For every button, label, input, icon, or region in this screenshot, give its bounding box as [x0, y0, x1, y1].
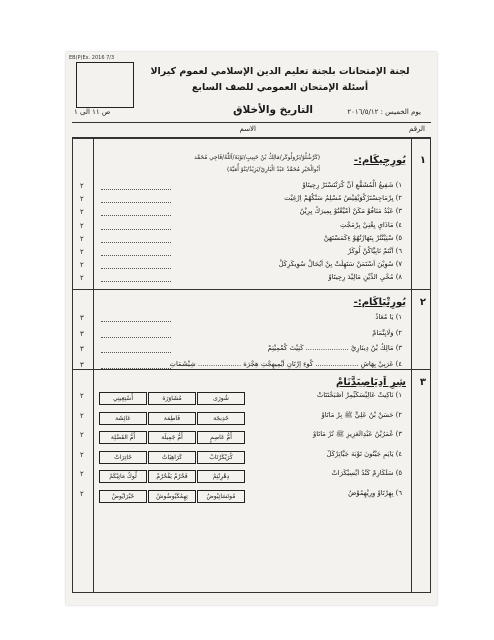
question-text: ٣) عُمَرُبْنُ عَبْدِالْعَزِيزِ ﷺ نُرْ مَاتَاوْ [312, 430, 402, 438]
question-text: ٢) يِرْمَاجِسْتَرْكُوَيْقِيْضُ مُسْلِمُ سَنْكُهُمْ اِرْغِيْت [284, 194, 402, 203]
question-mark: ٢ [80, 195, 84, 204]
question-text: ١) يَا مُعَاذُ [375, 313, 402, 321]
name-label: الاسم [239, 125, 256, 133]
question-text: ٤) مَاذَايِ يِعْنِيْ بِرْمَجْتِ [340, 220, 402, 229]
exam-paper [66, 52, 437, 605]
answer-blank[interactable] [101, 321, 171, 322]
question-item [249, 411, 408, 421]
answer-blank[interactable] [101, 229, 171, 230]
question-mark: ٢ [80, 470, 84, 478]
answer-choice[interactable]: شُورَى [197, 392, 245, 405]
answer-choice[interactable]: لُوكُ مَاتِيْكَمْ [99, 470, 147, 483]
question-item [95, 313, 408, 323]
question-item [249, 391, 408, 401]
question-text: ٥) سْتِيْنْتُرْ بِتَهَارْتُهُوْ ءِكَمَسْتَهَنْ [323, 233, 402, 242]
question-mark: ٢ [80, 411, 84, 420]
answer-choice[interactable]: أُمُّ عَاصِمٍ [197, 431, 245, 444]
question-text: ٣) عَبْدُ مَنَافُوْ مَكَنْ اَمْيَّعْتُوْ بِمِيرَكُ يِرِيْنُ [299, 207, 402, 216]
answer-blank[interactable] [101, 281, 171, 282]
answer-blank[interactable] [101, 202, 171, 203]
question-title: يُورِجِيكَام:- [353, 155, 406, 166]
document-code: EB(P)Ex. 2016 7/3 [69, 55, 115, 61]
answer-choice[interactable]: مُوتَسَاتِيُوضُ [197, 490, 245, 503]
question-mark: ٢ [80, 221, 84, 230]
question-item [95, 344, 408, 354]
answer-choice[interactable]: عَائِشَة [99, 412, 147, 425]
question-item [249, 469, 408, 479]
question-mark: ٢ [80, 392, 84, 400]
answer-blank[interactable] [101, 242, 171, 243]
questions-frame [72, 138, 431, 593]
answer-choice[interactable]: مُشَاوَرَة [148, 392, 196, 405]
page-range: ص ١١ الى ١ [74, 108, 111, 116]
answer-blank[interactable] [101, 337, 171, 338]
register-number-box [76, 62, 134, 108]
answer-choice[interactable]: أَسْتِعِينِي [99, 392, 147, 405]
answer-blank[interactable] [101, 255, 171, 256]
section-divider [73, 369, 430, 370]
question-text: ١) شَفِيعُ الْمُشَقَّعِ اَنَّ كُرَنْتَسْتَرْ رِجِيتَاوْ [302, 181, 402, 189]
answer-choice[interactable]: خَيْرَايُوضُ [99, 490, 147, 503]
question-title: شِرِ اَدِيَاصِيَدَّنَامْ [336, 377, 406, 388]
answer-blank[interactable] [101, 189, 171, 190]
exam-date: يوم الخميس : ٢٠١٦/٥/١٢ [347, 108, 421, 116]
question-mark: ٣ [80, 360, 84, 369]
answer-choice[interactable]: تِهِمُكَيُوضُوشُ [148, 490, 196, 503]
question-text: ٢) وَلَايِنَّمَامْ [372, 328, 402, 337]
question-text: ٥) سَلْكَارِمْ كَنْدُ اَيْسِيْكَرَاتْ [331, 469, 402, 477]
question-item [95, 221, 408, 231]
question-mark: ٢ [80, 182, 84, 190]
question-item [95, 194, 408, 204]
answer-choice[interactable]: خَدِيجَة [197, 412, 245, 425]
question-item [95, 234, 408, 244]
section-divider [73, 289, 430, 290]
question-mark: ٢ [80, 489, 84, 498]
question-hint-line: (كَرَّشُلُوْ/بَرُولُوكَر/مَالِكُ بْنُ حَبِيبٍ/نَوْبَةَ/اَللّٰهُ/فَاجِي مُحَمَّد [194, 155, 320, 161]
question-item [249, 430, 408, 440]
question-mark: ٢ [80, 274, 84, 283]
answer-choice[interactable]: أُمُّ جَمِيلَة [148, 431, 196, 444]
answer-choice[interactable]: فَحْرُمْ يَفْحُرُمْ [148, 470, 196, 483]
question-text: ٤) يَايَمِ جَيْتُونَ تَوْبَة جَيَّاتِرْكَلْ [326, 449, 402, 458]
subject-title: التاريخ والأخلاق [233, 104, 313, 116]
answer-choice[interactable]: خَاتِرَاتْ [99, 451, 147, 464]
question-mark: ٢ [80, 431, 84, 439]
answer-choice[interactable]: فَاطِمَة [148, 412, 196, 425]
answer-choice[interactable]: كَرَاهِيَاتُ [148, 451, 196, 464]
question-text: ٢) حَسَنْ بْنُ عَلِيٍّ ﷺ بِرْ مَاتَاوْ [321, 410, 402, 419]
answer-choice[interactable]: دِهْرِنْتِمْ [197, 470, 245, 483]
question-mark: ٢ [80, 450, 84, 459]
question-item [95, 360, 408, 370]
question-item [95, 260, 408, 270]
question-text: ٧) سُوِيْنَ اَسْتَمَنْ سَتَهِلَتْ بِنْ اَيُحَالْ سُوِيكَرِكَلْ [278, 260, 402, 269]
question-text: ٦) بِهِرْتَاوْ وِرِيْهِمُوْضُ [348, 488, 402, 497]
question-text: ٦) اَنْتَمْ نَابِيَّاكُنْ لُوكَرْ [347, 247, 402, 255]
question-item [249, 489, 408, 499]
question-number: ١ [419, 155, 426, 166]
question-mark: ٣ [80, 345, 84, 353]
question-item [95, 247, 408, 257]
question-number: ٣ [419, 377, 426, 388]
question-text: ٣) مَالِكُ بْنُ دِينَارِيْ .................... كَنِيْتَ كُمْمِيْتِمْ [267, 344, 402, 352]
question-text: ٨) مُحْيِ الدِّيْنِ مَالِيْدَ رِجِيتَاوْ [328, 273, 402, 282]
question-mark: ٢ [80, 234, 84, 243]
question-text: ١) نَاكِيتْ عَالِيْسَكَيِّمِرْ اَصْبَحْتَتَاتْ [316, 391, 402, 399]
answer-choice[interactable]: أُمُّ الفَضْلِة [99, 431, 147, 444]
exam-info-bar [72, 104, 431, 120]
question-item [249, 450, 408, 460]
question-item [95, 273, 408, 283]
question-mark: ٢ [80, 208, 84, 217]
question-hint-line: اَبُوالْحَيْرِ مُحَمَّدُ عَبْدُ الْبَارِيْ/يَزِيْدُ/بَنُوْ أُمَيَّةَ) [227, 167, 320, 173]
question-mark: ٢ [80, 261, 84, 270]
student-details-bar [72, 122, 431, 138]
exam-title: أسئلة الإمتحان العمومي للصف السابع [191, 82, 369, 93]
answer-choice[interactable]: كُرَيْكَرُتَابْ [197, 451, 245, 464]
question-mark: ٣ [80, 314, 84, 322]
question-number: ٢ [419, 297, 426, 308]
answer-blank[interactable] [101, 215, 171, 216]
board-title: لجنة الإمتحانات بلجنة تعليم الدين الإسلامي لعموم كيرالا [150, 66, 410, 77]
question-number-column [411, 139, 430, 592]
question-text: ٤) عَرَبِيْ بِهَاشِ .................... كُوءِ اِرْتَانِ اَيْمِيهِجْتِ هِجْرَة .................... شِيْشَمَاتِ [169, 359, 402, 368]
question-item [95, 207, 408, 217]
question-title: يُورِتْيَاكَام:- [353, 297, 406, 308]
answer-blank[interactable] [101, 268, 171, 269]
answer-blank[interactable] [101, 352, 171, 353]
question-mark: ٢ [80, 248, 84, 256]
question-mark: ٣ [80, 329, 84, 338]
roll-number-label: الرقم [409, 125, 425, 133]
question-item [95, 181, 408, 191]
question-item [95, 329, 408, 339]
